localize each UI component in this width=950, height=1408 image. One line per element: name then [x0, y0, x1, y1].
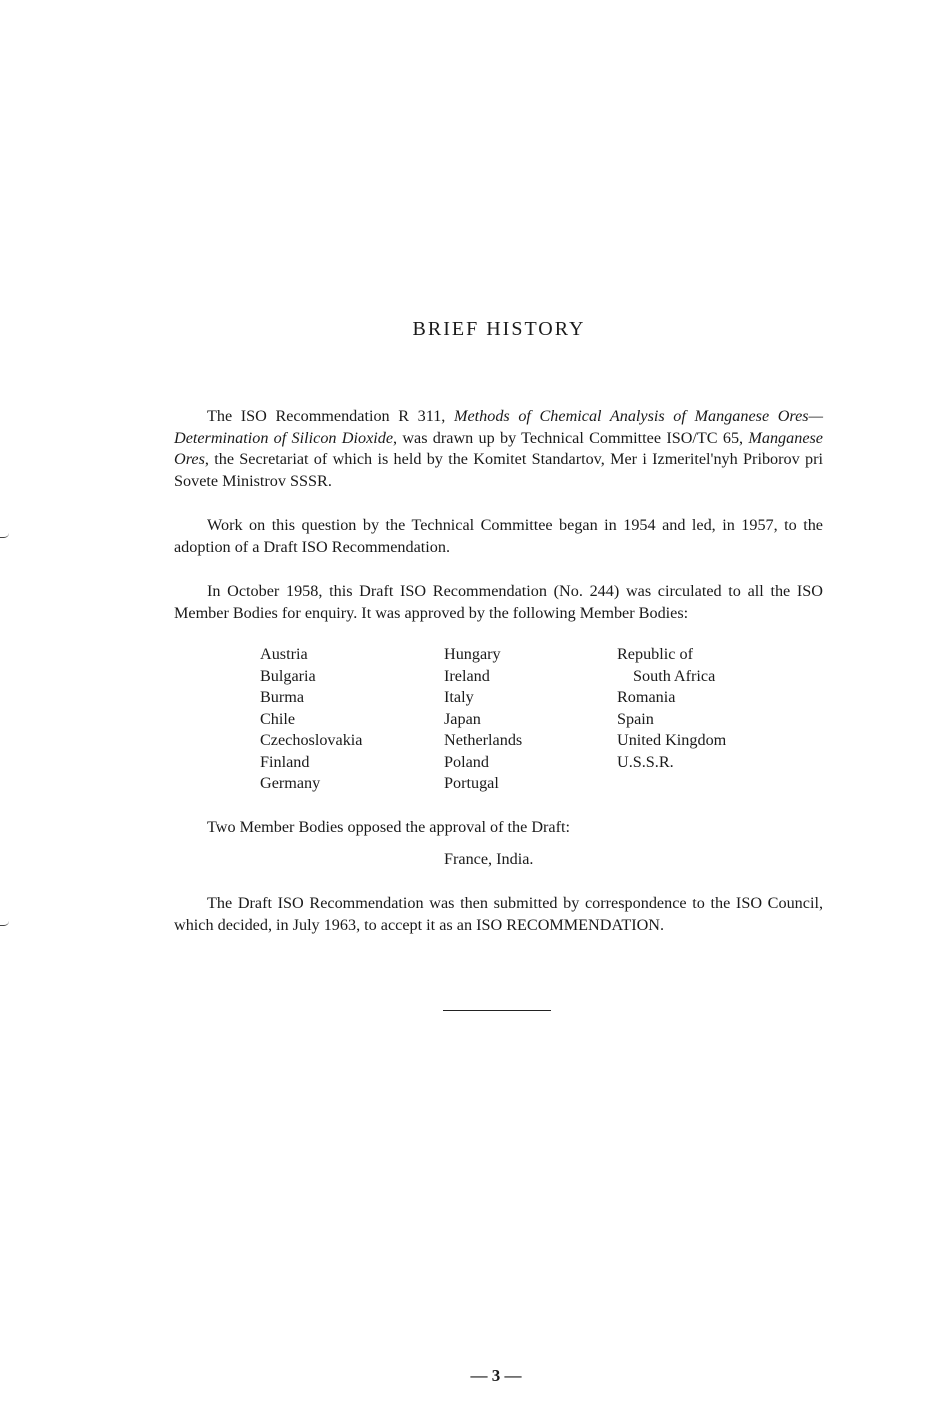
enquiry-text: In October 1958, this Draft ISO Recommendation (No. 244) was circulated to all the ISO Member Bodies for enquiry. It was approved by the following Member Bodies:: [174, 582, 823, 622]
country-item: Burma: [260, 688, 305, 706]
country-item: Finland: [260, 752, 310, 771]
country-item: Italy: [444, 688, 474, 706]
country-item: Japan: [444, 709, 481, 728]
origin-rest: , the Secretariat of which is held by the Komitet Standartov, Mer i Izmeritel'nyh Priborov pri Sovete Ministrov SSSR.: [174, 450, 823, 490]
country-item: Poland: [444, 752, 489, 771]
country-item-continued: South Africa: [633, 666, 716, 685]
scan-edge-mark: [0, 533, 9, 538]
origin-intro: The ISO Recommendation R 311,: [207, 407, 446, 425]
paragraph-enquiry: [174, 581, 823, 624]
country-item: Republic of: [617, 645, 693, 663]
country-item: Bulgaria: [260, 666, 316, 685]
country-item: Romania: [617, 688, 676, 706]
country-item: Netherlands: [444, 731, 523, 749]
opposition-text: Two Member Bodies opposed the approval of the Draft:: [207, 818, 570, 836]
origin-mid: , was drawn up by Technical Committee ISO/TC 65,: [393, 428, 744, 447]
country-column-3: [617, 644, 726, 773]
committee-name: Manganese Ores: [174, 428, 823, 468]
country-column-2: [444, 644, 522, 795]
country-column-1: [260, 644, 362, 795]
page-number: — 3 —: [470, 1366, 522, 1385]
country-item: United Kingdom: [617, 731, 727, 749]
page-title: BRIEF HISTORY: [412, 318, 586, 340]
country-item: U.S.S.R.: [617, 752, 674, 771]
country-item: Portugal: [444, 774, 499, 792]
country-item: Spain: [617, 709, 654, 728]
paragraph-work: [174, 515, 823, 558]
scan-edge-mark: [0, 921, 9, 926]
paragraph-opposition: [174, 817, 823, 839]
country-item: Ireland: [444, 666, 490, 685]
country-item: Germany: [260, 774, 321, 792]
paragraph-acceptance: [174, 893, 823, 936]
recommendation-title: Methods of Chemical Analysis of Manganese Ores—Determination of Silicon Dioxide: [174, 407, 823, 447]
section-divider: [443, 1010, 551, 1011]
country-item: Czechoslovakia: [260, 731, 363, 749]
country-item: Hungary: [444, 645, 501, 663]
acceptance-text: The Draft ISO Recommendation was then submitted by correspondence to the ISO Council, which decided, in July 1963, to accept it as an ISO RECOMMENDATION.: [174, 894, 823, 934]
paragraph-origin: [174, 406, 823, 492]
country-item: Austria: [260, 645, 308, 663]
country-item: Chile: [260, 709, 296, 728]
opposing-member-bodies: France, India.: [444, 850, 534, 868]
work-text: Work on this question by the Technical Committee began in 1954 and led, in 1957, to the adoption of a Draft ISO Recommendation.: [174, 516, 823, 556]
